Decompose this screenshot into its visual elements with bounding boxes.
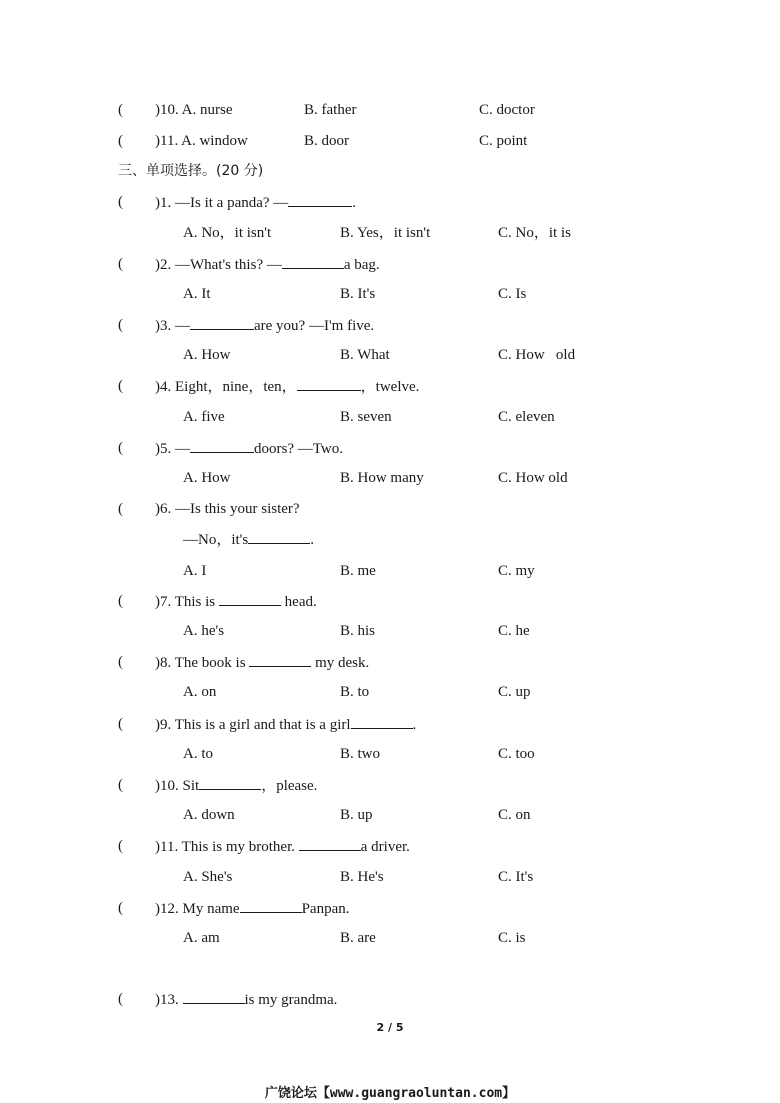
option-b: B. are (340, 930, 376, 946)
options-1 (0, 222, 780, 244)
question-text: )11. A. window (155, 133, 248, 149)
option-a: A. five (183, 409, 225, 425)
answer-paren[interactable]: ( (118, 991, 123, 1007)
option-c: C. How old (498, 347, 576, 363)
answer-blank[interactable] (183, 988, 245, 1004)
question-2 (0, 253, 780, 275)
answer-blank[interactable] (299, 835, 361, 851)
vocab-row (0, 99, 780, 121)
options-11 (0, 866, 780, 888)
option-b: B. his (340, 623, 376, 639)
answer-paren[interactable]: ( (118, 102, 123, 118)
options-2 (0, 283, 780, 305)
option-a: A. he's (183, 623, 225, 639)
option-a: A. down (183, 807, 235, 823)
section-title: 三、单项选择。(20 分) (118, 163, 264, 179)
answer-blank[interactable] (190, 437, 254, 453)
answer-paren[interactable]: ( (118, 593, 123, 609)
answer-blank[interactable] (288, 191, 352, 207)
question-1 (0, 191, 780, 213)
question-text: )2. —What's this? — a bag. (155, 253, 380, 276)
option-c: C. How old (498, 470, 568, 486)
option-c: C. No，it is (498, 225, 571, 241)
option-c: C. my (498, 563, 535, 579)
question-text: )10. Sit ，please. (155, 774, 317, 797)
answer-paren[interactable]: ( (118, 838, 123, 854)
option-b: B. two (340, 746, 381, 762)
options-12 (0, 927, 780, 949)
option-b: B. How many (340, 470, 424, 486)
answer-paren[interactable]: ( (118, 716, 123, 732)
vocab-row (0, 130, 780, 152)
answer-paren[interactable]: ( (118, 654, 123, 670)
option-c: C. on (498, 807, 531, 823)
question-text: )1. —Is it a panda? — . (155, 191, 356, 214)
question-text: )6. —Is this your sister? (155, 501, 300, 517)
option-c: C. up (498, 684, 531, 700)
answer-paren[interactable]: ( (118, 256, 123, 272)
option-a: A. No，it isn't (183, 225, 272, 241)
answer-paren[interactable]: ( (118, 777, 123, 793)
answer-blank[interactable] (219, 590, 281, 606)
answer-blank[interactable] (297, 375, 361, 391)
option-c: C. doctor (479, 102, 535, 118)
option-c: C. is (498, 930, 526, 946)
answer-blank[interactable] (199, 774, 261, 790)
answer-paren[interactable]: ( (118, 900, 123, 916)
question-text: )11. This is my brother. a driver. (155, 835, 410, 858)
option-a: A. to (183, 746, 213, 762)
answer-blank[interactable] (249, 651, 311, 667)
option-b: B. up (340, 807, 373, 823)
option-a: A. on (183, 684, 217, 700)
option-b: B. father (304, 102, 357, 118)
options-9 (0, 743, 780, 765)
options-10 (0, 804, 780, 826)
answer-blank[interactable] (282, 253, 344, 269)
option-b: B. door (304, 133, 349, 149)
option-c: C. It's (498, 869, 534, 885)
options-6 (0, 560, 780, 582)
option-a: A. am (183, 930, 220, 946)
options-7 (0, 620, 780, 642)
question-text: )13. is my grandma. (155, 988, 337, 1011)
option-c: C. he (498, 623, 530, 639)
option-a: A. She's (183, 869, 233, 885)
option-b: B. What (340, 347, 390, 363)
section-heading (0, 160, 780, 182)
option-a: A. How (183, 347, 231, 363)
answer-paren[interactable]: ( (118, 501, 123, 517)
answer-paren[interactable]: ( (118, 194, 123, 210)
answer-blank[interactable] (190, 314, 254, 330)
reply-text: —No，it's . (183, 528, 314, 551)
option-b: B. to (340, 684, 370, 700)
question-text: )4. Eight，nine，ten， ，twelve. (155, 375, 419, 398)
page-number: 2 / 5 (376, 1021, 404, 1034)
question-12 (0, 897, 780, 919)
answer-paren[interactable]: ( (118, 317, 123, 333)
option-c: C. too (498, 746, 535, 762)
question-8 (0, 651, 780, 673)
question-text: )10. A. nurse (155, 102, 233, 118)
answer-paren[interactable]: ( (118, 378, 123, 394)
question-text: )5. — doors? —Two. (155, 437, 343, 460)
option-c: C. Is (498, 286, 527, 302)
options-4 (0, 406, 780, 428)
answer-blank[interactable] (351, 713, 413, 729)
options-8 (0, 681, 780, 703)
question-13 (0, 988, 780, 1010)
options-5 (0, 467, 780, 489)
answer-blank[interactable] (248, 528, 310, 544)
option-a: A. I (183, 563, 207, 579)
question-text: )7. This is head. (155, 590, 317, 613)
question-3 (0, 314, 780, 336)
option-b: B. It's (340, 286, 376, 302)
question-9 (0, 713, 780, 735)
question-text: )9. This is a girl and that is a girl . (155, 713, 416, 736)
option-b: B. me (340, 563, 376, 579)
answer-paren[interactable]: ( (118, 133, 123, 149)
question-text: )8. The book is my desk. (155, 651, 369, 674)
question-text: )3. — are you? —I'm five. (155, 314, 374, 337)
option-c: C. eleven (498, 409, 555, 425)
question-text: )12. My name Panpan. (155, 897, 350, 920)
question-4 (0, 375, 780, 397)
option-a: A. How (183, 470, 231, 486)
option-c: C. point (479, 133, 528, 149)
question-11 (0, 835, 780, 857)
question-10 (0, 774, 780, 796)
option-b: B. Yes，it isn't (340, 225, 431, 241)
answer-blank[interactable] (240, 897, 302, 913)
options-3 (0, 344, 780, 366)
question-6 (0, 498, 780, 520)
option-a: A. It (183, 286, 211, 302)
option-b: B. seven (340, 409, 392, 425)
footer-watermark: 广饶论坛【www.guangraoluntan.com】 (264, 1086, 516, 1101)
answer-paren[interactable]: ( (118, 440, 123, 456)
question-6-reply (0, 528, 780, 550)
option-b: B. He's (340, 869, 384, 885)
question-5 (0, 437, 780, 459)
question-7 (0, 590, 780, 612)
